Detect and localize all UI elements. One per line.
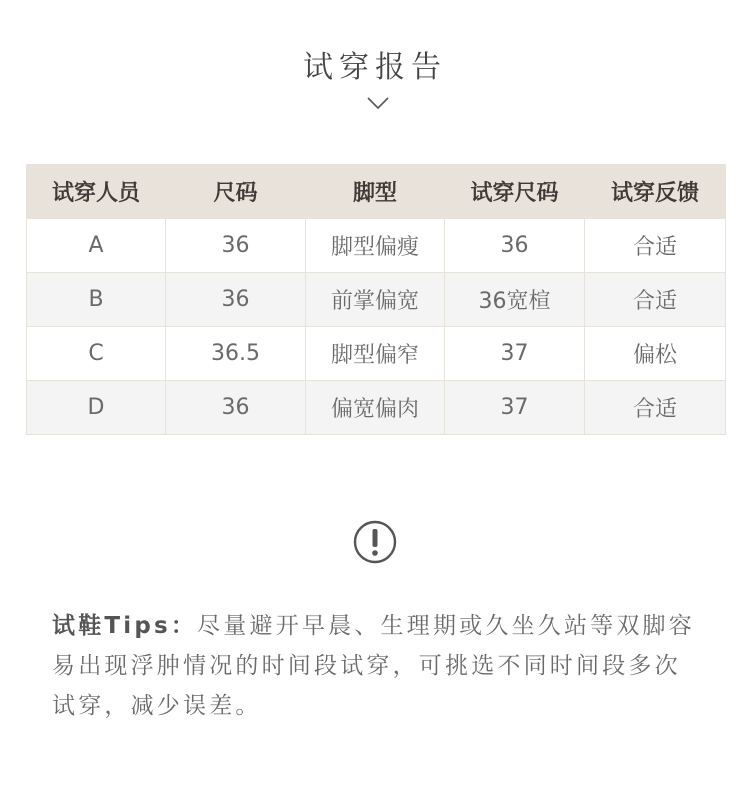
tips-paragraph — [52, 606, 702, 726]
cell-feedback: 偏松 — [585, 327, 726, 381]
tips-label: 试鞋Tips： — [52, 613, 198, 639]
table-row — [27, 219, 726, 273]
cell-fitted-size: 36 — [445, 219, 585, 273]
table-header-row — [27, 165, 726, 219]
cell-tester: D — [27, 381, 166, 435]
cell-feedback: 合适 — [585, 381, 726, 435]
header-foot-shape: 脚型 — [306, 165, 445, 219]
cell-tester: C — [27, 327, 166, 381]
table-row — [27, 327, 726, 381]
table-row — [27, 273, 726, 327]
cell-foot-shape: 脚型偏窄 — [306, 327, 445, 381]
cell-foot-shape: 偏宽偏肉 — [306, 381, 445, 435]
table-row — [27, 381, 726, 435]
cell-size: 36 — [166, 273, 306, 327]
cell-foot-shape: 脚型偏瘦 — [306, 219, 445, 273]
cell-tester: A — [27, 219, 166, 273]
header-tester: 试穿人员 — [27, 165, 166, 219]
cell-foot-shape: 前掌偏宽 — [306, 273, 445, 327]
fitting-report-table — [26, 164, 725, 435]
page-title: 试穿报告 — [303, 50, 447, 85]
header-size: 尺码 — [166, 165, 306, 219]
header-fitted-size: 试穿尺码 — [445, 165, 585, 219]
cell-size: 36 — [166, 381, 306, 435]
cell-fitted-size: 37 — [445, 381, 585, 435]
cell-tester: B — [27, 273, 166, 327]
cell-size: 36.5 — [166, 327, 306, 381]
cell-fitted-size: 36宽楦 — [445, 273, 585, 327]
cell-feedback: 合适 — [585, 219, 726, 273]
exclamation-circle-icon — [353, 520, 397, 564]
cell-feedback: 合适 — [585, 273, 726, 327]
header-feedback: 试穿反馈 — [585, 165, 726, 219]
cell-size: 36 — [166, 219, 306, 273]
cell-fitted-size: 37 — [445, 327, 585, 381]
chevron-down-icon — [366, 96, 390, 110]
tips-text: 尽量避开早晨、生理期或久坐久站等双脚容易出现浮肿情况的时间段试穿，可挑选不同时间段多次试穿，减少误差。 — [52, 613, 695, 719]
